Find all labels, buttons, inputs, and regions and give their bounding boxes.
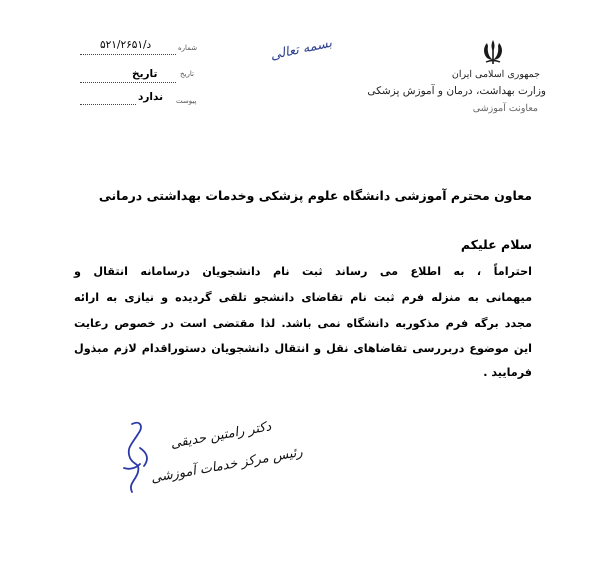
- number-value: د/۵۲۱/۲۶۵۱: [100, 39, 152, 51]
- body-line: احتراماً ، به اطلاع می رساند ثبت نام دانشجویان درسامانه انتقال و: [74, 265, 532, 278]
- attachment-label: پیوست: [176, 97, 197, 105]
- attachment-value: ندارد: [138, 91, 164, 103]
- date-value: تاریخ: [132, 68, 158, 80]
- body-line: مجدد برگه فرم مذکوربه دانشگاه نمی باشد. لذا مقتضی است در خصوص رعایت: [74, 317, 532, 330]
- ministry-deputy-line: معاونت آموزشی: [472, 103, 538, 114]
- body-line: میهمانی به منزله فرم ثبت نام تقاضای دانشجو تلقی گردیده و نیازی به ارائه: [74, 291, 532, 304]
- ministry-country-line: جمهوری اسلامی ایران: [451, 69, 540, 80]
- attachment-dotted-line: [80, 104, 136, 105]
- recipient-line: معاون محترم آموزشی دانشگاه علوم پزشکی وخدمات بهداشتی درمانی: [98, 188, 532, 203]
- date-label: تاریخ: [180, 70, 194, 78]
- body-line: این موضوع دربررسی تقاضاهای نقل و انتقال دانشجویان دستوراقدام لازم مبذول: [74, 342, 532, 355]
- date-dotted-line: [80, 82, 176, 83]
- number-label: شماره: [178, 44, 198, 52]
- ministry-name-line: وزارت بهداشت، درمان و آموزش پزشکی: [367, 85, 546, 97]
- signatory-name: دکتر رامتین حدیقی: [169, 419, 273, 452]
- invocation-calligraphy: بسمه تعالی: [269, 35, 334, 64]
- body-line: فرمایید .: [483, 366, 532, 379]
- signatory-title: رئیس مرکز خدمات آموزشی: [149, 444, 304, 487]
- handwritten-signature: [110, 418, 170, 498]
- number-dotted-line: [80, 54, 176, 55]
- iran-emblem-icon: [478, 38, 508, 66]
- greeting: سلام علیکم: [460, 237, 532, 252]
